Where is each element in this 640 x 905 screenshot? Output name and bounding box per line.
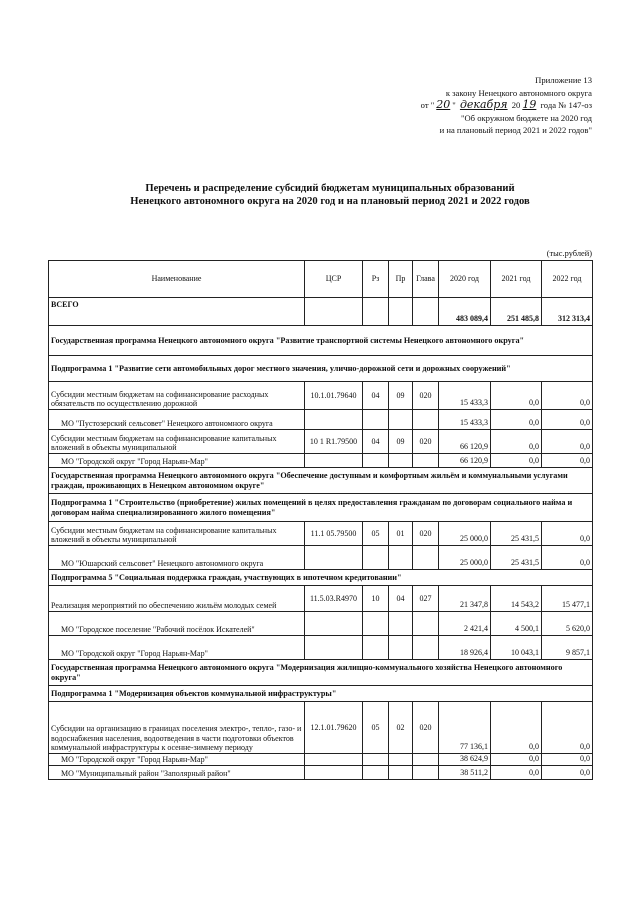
col-csr: ЦСР xyxy=(305,261,363,298)
cell-pr: 09 xyxy=(389,382,413,410)
amount-y2021: 14 543,2 xyxy=(491,586,542,612)
amount-y2021: 0,0 xyxy=(491,410,542,430)
cell-csr: 10 1 R1.79500 xyxy=(305,430,363,454)
municipality-row xyxy=(49,546,593,570)
units-label: (тыс.рублей) xyxy=(546,249,592,258)
municipality-name: МО "Городской округ "Город Нарьян-Мар" xyxy=(49,454,305,468)
cell-rz: 04 xyxy=(363,430,389,454)
subprogram-title: Подпрограмма 1 "Развитие сети автомобильных дорог местного значения, улично-дорожной сети и дорожных сооружений" xyxy=(49,356,593,382)
municipality-row xyxy=(49,766,593,780)
amount-y2022: 0,0 xyxy=(542,546,593,570)
subsidy-row xyxy=(49,430,593,454)
col-2020: 2020 год xyxy=(439,261,491,298)
subsidy-name: Субсидии на организацию в границах поселения электро-, тепло-, газо- и водоснабжения населения, водоотведения в части подготовки объектов коммунальной инфраструктуры к осенне-зимнему периоду xyxy=(49,702,305,754)
cell-pr: 02 xyxy=(389,702,413,754)
program-title: Государственная программа Ненецкого автономного округа "Развитие транспортной системы Ненецкого автономного округа" xyxy=(49,326,593,356)
subsidies-table xyxy=(48,260,593,780)
municipality-name: МО "Городское поселение "Рабочий посёлок Искателей" xyxy=(49,612,305,636)
cell-rz: 04 xyxy=(363,382,389,410)
amount-y2020: 21 347,8 xyxy=(439,586,491,612)
subprogram-title: Подпрограмма 5 "Социальная поддержка граждан, участвующих в ипотечном кредитовании" xyxy=(49,570,593,586)
subsidy-name: Субсидии местным бюджетам на софинансирование капитальных вложений в объекты муниципальной xyxy=(49,430,305,454)
subprogram-title: Подпрограмма 1 "Модернизация объектов коммунальной инфраструктуры" xyxy=(49,686,593,702)
amount-y2020: 77 136,1 xyxy=(439,702,491,754)
amount-y2021: 25 431,5 xyxy=(491,522,542,546)
col-name: Наименование xyxy=(49,261,305,298)
subsidy-name: Субсидии местным бюджетам на софинансирование расходных обязательств по осуществлению дорожной xyxy=(49,382,305,410)
cell-gl: 020 xyxy=(413,522,439,546)
appendix-date: от " 20 " декабря 20 19 года № 147-оз xyxy=(420,98,592,112)
subprogram-row xyxy=(49,494,593,522)
handwritten-day: 20 xyxy=(436,98,451,112)
appendix-header xyxy=(421,74,592,137)
cell-gl: 020 xyxy=(413,382,439,410)
cell-csr: 11.5.03.R4970 xyxy=(305,586,363,612)
cell-pr: 09 xyxy=(389,430,413,454)
cell-gl: 027 xyxy=(413,586,439,612)
municipality-name: МО "Муниципальный район "Заполярный район" xyxy=(49,766,305,780)
cell-gl: 020 xyxy=(413,430,439,454)
municipality-row xyxy=(49,636,593,660)
program-row xyxy=(49,326,593,356)
program-title: Государственная программа Ненецкого автономного округа "Обеспечение доступным и комфортным жильём и коммунальными услугами граждан, проживающих в Ненецком автономном округе" xyxy=(49,468,593,494)
amount-y2020: 18 926,4 xyxy=(439,636,491,660)
handwritten-year: 19 xyxy=(522,98,537,112)
amount-y2020: 25 000,0 xyxy=(439,546,491,570)
appendix-law-period: и на плановый период 2021 и 2022 годов" xyxy=(439,125,592,136)
amount-y2021: 10 043,1 xyxy=(491,636,542,660)
amount-y2020: 66 120,9 xyxy=(439,454,491,468)
amount-y2021: 0,0 xyxy=(491,702,542,754)
subsidy-name: Реализация мероприятий по обеспечению жильём молодых семей xyxy=(49,586,305,612)
col-glava: Глава xyxy=(413,261,439,298)
amount-y2020: 15 433,3 xyxy=(439,382,491,410)
col-pr: Пр xyxy=(389,261,413,298)
col-2022: 2022 год xyxy=(542,261,593,298)
cell-csr: 10.1.01.79640 xyxy=(305,382,363,410)
total-2022: 312 313,4 xyxy=(542,298,593,326)
subsidy-name: Субсидии местным бюджетам на софинансирование капитальных вложений в объекты муниципальной xyxy=(49,522,305,546)
cell-rz: 05 xyxy=(363,522,389,546)
municipality-row xyxy=(49,454,593,468)
col-2021: 2021 год xyxy=(491,261,542,298)
program-row xyxy=(49,468,593,494)
amount-y2021: 0,0 xyxy=(491,430,542,454)
total-2021: 251 485,8 xyxy=(491,298,542,326)
cell-gl: 020 xyxy=(413,702,439,754)
amount-y2021: 0,0 xyxy=(491,766,542,780)
amount-y2022: 0,0 xyxy=(542,522,593,546)
amount-y2020: 38 624,9 xyxy=(439,754,491,766)
subprogram-row xyxy=(49,356,593,382)
amount-y2020: 15 433,3 xyxy=(439,410,491,430)
total-label: ВСЕГО xyxy=(49,298,305,326)
appendix-law-name: "Об окружном бюджете на 2020 год xyxy=(460,112,592,123)
subsidy-row xyxy=(49,702,593,754)
appendix-number: Приложение 13 xyxy=(535,75,592,85)
subprogram-title: Подпрограмма 1 "Строительство (приобретение) жилых помещений в целях предоставления гражданам по договорам социального найма и договорам найма специализированного жилого помещения" xyxy=(49,494,593,522)
amount-y2021: 0,0 xyxy=(491,382,542,410)
amount-y2022: 0,0 xyxy=(542,430,593,454)
amount-y2022: 0,0 xyxy=(542,754,593,766)
amount-y2020: 25 000,0 xyxy=(439,522,491,546)
municipality-row xyxy=(49,612,593,636)
subsidy-row xyxy=(49,382,593,410)
municipality-name: МО "Пустозерский сельсовет" Ненецкого автономного округа xyxy=(49,410,305,430)
amount-y2022: 5 620,0 xyxy=(542,612,593,636)
municipality-name: МО "Городской округ "Город Нарьян-Мар" xyxy=(49,636,305,660)
col-rz: Рз xyxy=(363,261,389,298)
subsidy-row xyxy=(49,522,593,546)
municipality-row xyxy=(49,754,593,766)
total-2020: 483 089,4 xyxy=(439,298,491,326)
amount-y2021: 4 500,1 xyxy=(491,612,542,636)
total-row xyxy=(49,298,593,326)
municipality-name: МО "Юшарский сельсовет" Ненецкого автономного округа xyxy=(49,546,305,570)
subprogram-row xyxy=(49,686,593,702)
cell-pr: 04 xyxy=(389,586,413,612)
amount-y2020: 2 421,4 xyxy=(439,612,491,636)
amount-y2022: 0,0 xyxy=(542,454,593,468)
amount-y2021: 0,0 xyxy=(491,454,542,468)
amount-y2022: 0,0 xyxy=(542,766,593,780)
cell-csr: 11.1 05.79500 xyxy=(305,522,363,546)
amount-y2022: 0,0 xyxy=(542,702,593,754)
amount-y2020: 66 120,9 xyxy=(439,430,491,454)
cell-rz: 05 xyxy=(363,702,389,754)
municipality-row xyxy=(49,410,593,430)
amount-y2021: 0,0 xyxy=(491,754,542,766)
amount-y2022: 0,0 xyxy=(542,410,593,430)
amount-y2022: 9 857,1 xyxy=(542,636,593,660)
program-row xyxy=(49,660,593,686)
amount-y2021: 25 431,5 xyxy=(491,546,542,570)
cell-rz: 10 xyxy=(363,586,389,612)
amount-y2020: 38 511,2 xyxy=(439,766,491,780)
cell-pr: 01 xyxy=(389,522,413,546)
document-title: Перечень и распределение субсидий бюджетам муниципальных образований Ненецкого автономного округа на 2020 год и на плановый период 2021 и 2022 годов xyxy=(130,183,530,207)
cell-csr: 12.1.01.79620 xyxy=(305,702,363,754)
subprogram-row xyxy=(49,570,593,586)
program-title: Государственная программа Ненецкого автономного округа "Модернизация жилищно-коммунального хозяйства Ненецкого автономного округа" xyxy=(49,660,593,686)
amount-y2022: 15 477,1 xyxy=(542,586,593,612)
appendix-law: к закону Ненецкого автономного округа xyxy=(445,87,592,98)
municipality-name: МО "Городской округ "Город Нарьян-Мар" xyxy=(49,754,305,766)
handwritten-month: декабря xyxy=(459,98,508,112)
subsidy-row xyxy=(49,586,593,612)
table-header-row xyxy=(49,261,593,298)
amount-y2022: 0,0 xyxy=(542,382,593,410)
